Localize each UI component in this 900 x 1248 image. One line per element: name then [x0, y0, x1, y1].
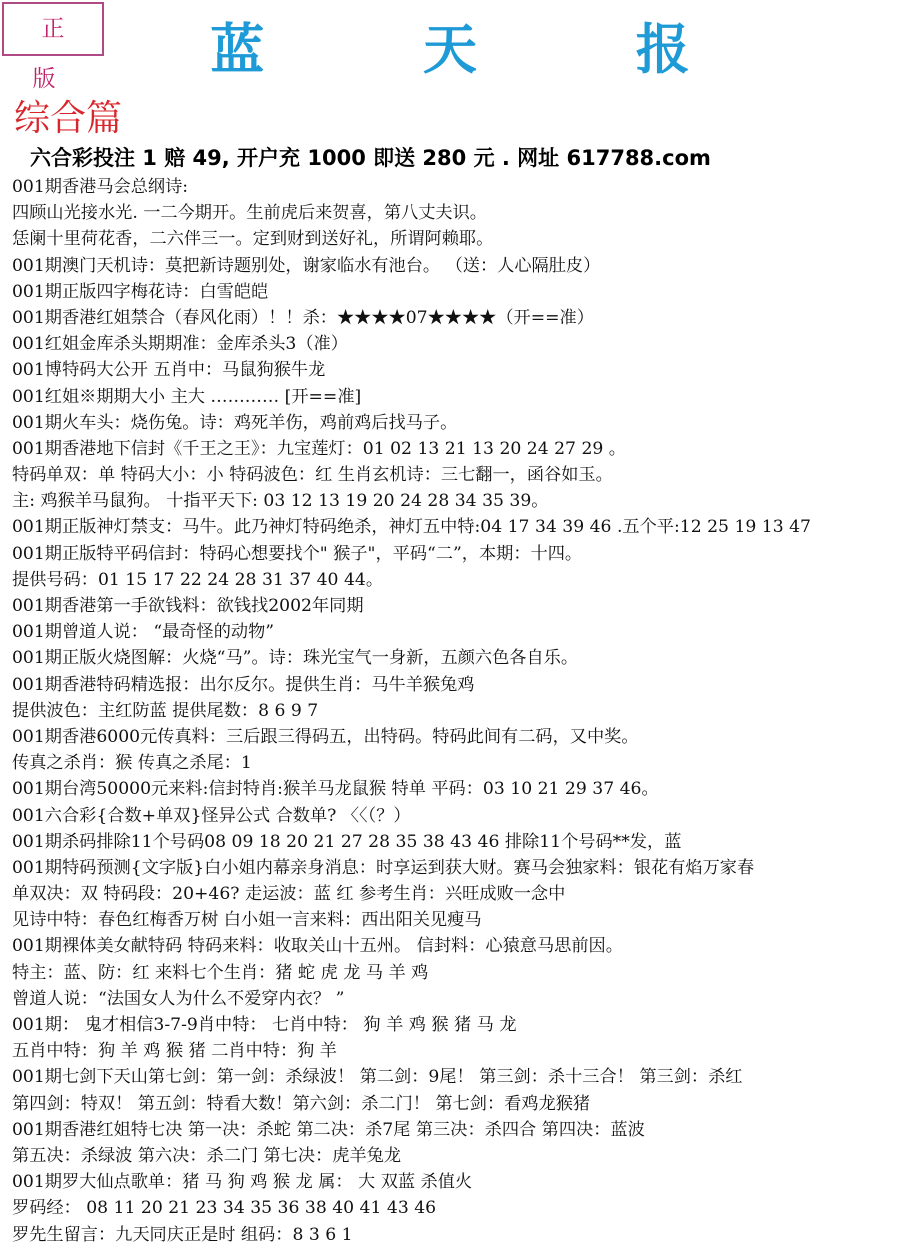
content-line: 第五决：杀绿波 第六决：杀二门 第七决：虎羊兔龙 [12, 1145, 402, 1166]
content-line: 提供波色：主红防蓝 提供尾数：8 6 9 7 [12, 700, 319, 721]
content-lines [12, 174, 897, 1248]
content-line: 第四剑：特双！ 第五剑：特看大数！第六剑：杀二门！ 第七剑：看鸡龙猴猪 [12, 1093, 591, 1114]
content-line: 001期裸体美女献特码 特码来料：收取关山十五州。 信封料：心猿意马思前因。 [12, 936, 623, 957]
content-line: 001期正版神灯禁支：马牛。此乃神灯特码绝杀，神灯五中特:04 17 34 39 46 .五个平:12 25 19 13 47 [12, 517, 811, 538]
content-line: 001红姐金库杀头期期准：金库杀头3（准） [12, 334, 348, 355]
content-line: 001期香港第一手欲钱料：欲钱找2002年同期 [12, 596, 364, 616]
newspaper-title: 蓝 天 报 [210, 17, 760, 81]
content-line: 特码单双：单 特码大小：小 特码波色：红 生肖玄机诗：三七翻一，函谷如玉。 [12, 465, 613, 486]
content-line: 001期香港马会总纲诗: [12, 177, 189, 197]
content-line: 提供号码：01 15 17 22 24 28 31 37 40 44。 [12, 569, 384, 590]
content-line: 001期香港红姐特七决 第一决：杀蛇 第二决：杀7尾 第三决：杀四合 第四决：蓝波 [12, 1119, 645, 1140]
content-line: 001期香港红姐禁合（春风化雨）！！杀：★★★★07★★★★（开==准） [12, 307, 594, 328]
content-line: 传真之杀肖：猴 传真之杀尾：1 [12, 753, 252, 774]
content-line: 001期香港地下信封《千王之王》：九宝莲灯：01 02 13 21 13 20 24 27 29 。 [12, 438, 626, 459]
content-line: 见诗中特：春色红梅香万树 白小姐一言来料：西出阳关见瘦马 [12, 910, 482, 931]
content-line: 001红姐※期期大小 主大 ………… [开==准] [12, 386, 362, 407]
content-line: 罗先生留言：九天同庆正是时 组码：8 3 6 1 [12, 1224, 353, 1245]
content-line: 001期杀码排除11个号码08 09 18 20 21 27 28 35 38 43 46 排除11个号码**发，蓝 [12, 831, 682, 852]
content-line: 001博特码大公开 五肖中：马鼠狗猴牛龙 [12, 360, 326, 381]
content-line: 曾道人说：“法国女人为什么不爱穿内衣？ ” [12, 988, 345, 1009]
section-heading: 综合篇 [14, 98, 123, 139]
advertisement-line: 六合彩投注 1 赔 49, 开户充 1000 即送 280 元 . 网址 617788.com [30, 146, 711, 170]
content-line: 001期曾道人说： “最奇怪的动物” [12, 622, 275, 643]
content-line: 001期火车头：烧伤兔。诗：鸡死羊伤，鸡前鸡后找马子。 [12, 412, 458, 433]
content-line: 001期正版火烧图解：火烧“马”。诗：珠光宝气一身新，五颜六色各自乐。 [12, 648, 579, 669]
content-line: 001期罗大仙点歌单：猪 马 狗 鸡 猴 龙 属： 大 双蓝 杀值火 [12, 1172, 473, 1193]
content-line: 001期： 鬼才相信3-7-9肖中特： 七肖中特： 狗 羊 鸡 猴 猪 马 龙 [12, 1015, 517, 1035]
content-line: 001六合彩{合数+单双}怪异公式 合数单? 〈〈（？） [12, 805, 411, 826]
content-line: 主: 鸡猴羊马鼠狗。 十指平天下: 03 12 13 19 20 24 28 34 35 39。 [12, 491, 549, 512]
content-line: 001期台湾50000元来料:信封特肖:猴羊马龙鼠猴 特单 平码：03 10 21 29 37 46。 [12, 779, 659, 800]
content-line: 001期正版四字梅花诗：白雪皑皑 [12, 281, 269, 302]
content-line: 特主：蓝、防：红 来料七个生肖：猪 蛇 虎 龙 马 羊 鸡 [12, 962, 429, 983]
genuine-edition-badge: 正 版 [2, 2, 104, 56]
content-line: 001期七剑下天山第七剑：第一剑：杀绿波！ 第二剑：9尾！ 第三剑：杀十三合！ 第三剑：杀红 [12, 1067, 743, 1088]
content-line: 001期正版特平码信封：特码心想要找个" 猴子"，平码“二”，本期：十四。 [12, 543, 583, 564]
content-line: 001期特码预测{文字版}白小姐内幕亲身消息：时享运到获大财。赛马会独家料：银花有焰万家春 [12, 857, 755, 878]
content-line: 五肖中特：狗 羊 鸡 猴 猪 二肖中特：狗 羊 [12, 1041, 337, 1062]
content-line: 罗码经： 08 11 20 21 23 34 35 36 38 40 41 43 46 [12, 1198, 437, 1219]
content-line: 001期香港6000元传真料：三后跟三得码五，出特码。特码此间有二码，又中奖。 [12, 726, 639, 747]
content-line: 恁阑十里荷花香，二六伴三一。定到财到送好礼，所谓阿赖耶。 [12, 229, 494, 250]
content-line: 001期香港特码精选报：出尔反尔。提供生肖：马牛羊猴兔鸡 [12, 674, 475, 695]
content-line: 四顾山光接水光. 一二今期开。生前虎后来贺喜，第八丈夫识。 [12, 203, 487, 224]
content-line: 001期澳门天机诗：莫把新诗题别处，谢家临水有池台。 （送：人心隔肚皮） [12, 255, 601, 276]
content-line: 单双决：双 特码段：20+46? 走运波：蓝 红 参考生肖：兴旺成败一念中 [12, 884, 566, 905]
